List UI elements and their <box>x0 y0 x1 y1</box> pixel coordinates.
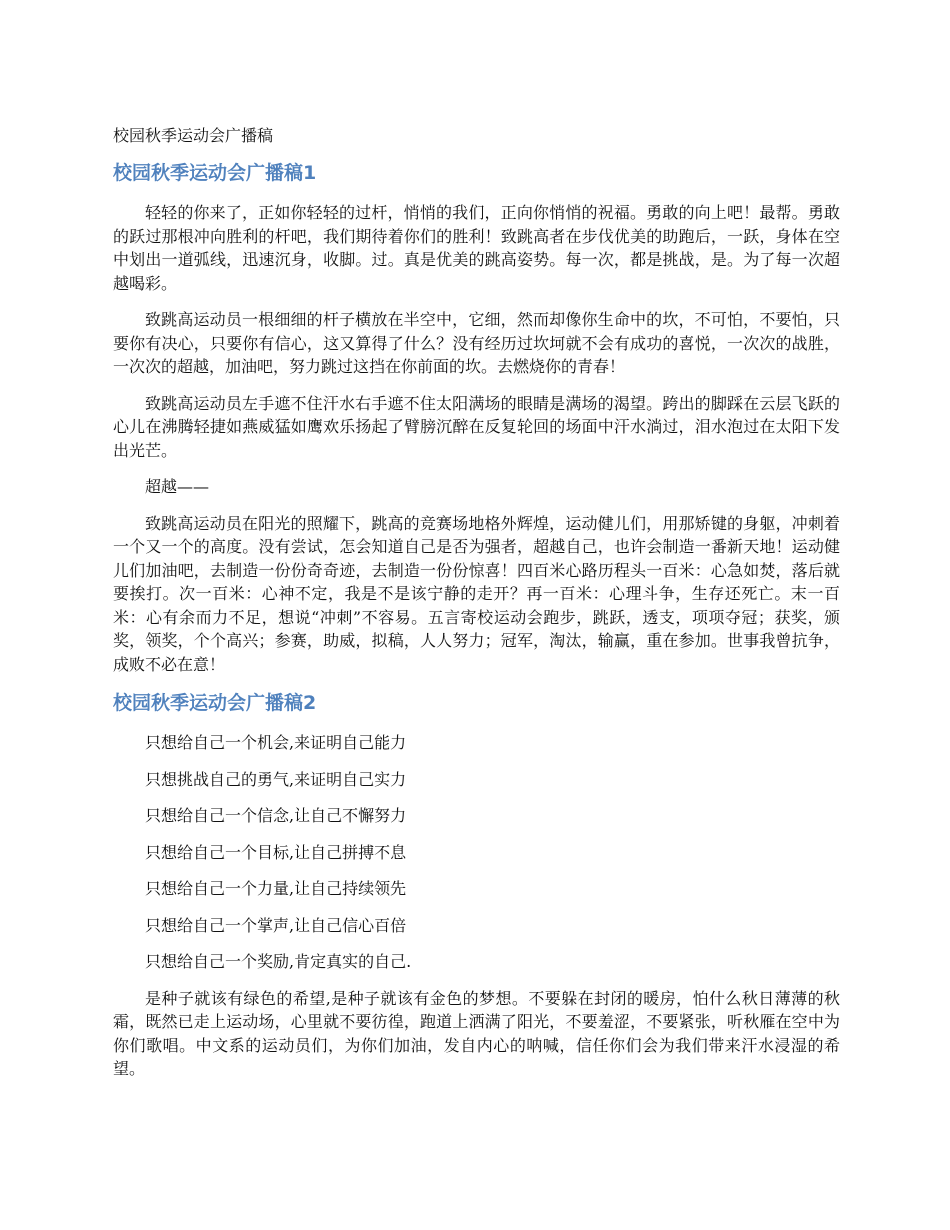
section-2-line-5: 只想给自己一个力量,让自己持续领先 <box>145 879 407 898</box>
document-page <box>113 123 840 1094</box>
section-1-paragraph-3: 致跳高运动员左手遮不住汗水右手遮不住太阳满场的眼睛是满场的渴望。跨出的脚踩在云层飞跃的心儿在沸腾轻捷如燕威猛如鹰欢乐扬起了臂膀沉醉在反复轮回的场面中汗水淌过，泪水泡过在太阳下发出光芒。 <box>113 393 840 460</box>
section-2-line-4: 只想给自己一个目标,让自己拼搏不息 <box>145 842 407 862</box>
document-title: 校园秋季运动会广播稿 <box>113 126 274 145</box>
section-heading-2: 校园秋季运动会广播稿2 <box>113 692 317 714</box>
section-1-paragraph-5: 致跳高运动员在阳光的照耀下，跳高的竞赛场地格外辉煌，运动健儿们，用那矫键的身躯，冲刺着一个又一个的高度。没有尝试，怎会知道自己是否为强者，超越自己，也许会制造一番新天地！运动健儿们加油吧，去制造一份份奇奇迹，去制造一份份惊喜！四百米心路历程头一百米：心急如焚，落后就要挨打。次一百米：心神不定，我是不是该宁静的走开？再一百米：心理斗争，生存还死亡。末一百米：心有余而力不足，想说“冲刺”不容易。五言寄校运动会跑步，跳跃，透支，项项夺冠；获奖，颁奖，领奖，个个高兴；参赛，助威，拟稿，人人努力；冠军，淘汰，输赢，重在参加。世事我曾抗争，成败不必在意！ <box>113 513 840 674</box>
section-2-line-1: 只想给自己一个机会,来证明自己能力 <box>145 733 407 752</box>
section-1-paragraph-1: 轻轻的你来了，正如你轻轻的过杆，悄悄的我们，正向你悄悄的祝福。勇敢的向上吧！最帮。勇敢的跃过那根冲向胜利的杆吧，我们期待着你们的胜利！致跳高者在步伐优美的助跑后，一跃，身体在空中划出一道弧线，迅速沉身，收脚。过。真是优美的跳高姿势。每一次，都是挑战，是。为了每一次超越喝彩。 <box>113 203 840 293</box>
section-2-line-6: 只想给自己一个掌声,让自己信心百倍 <box>145 915 407 935</box>
section-2-line-3: 只想给自己一个信念,让自己不懈努力 <box>145 806 407 825</box>
section-1-paragraph-2: 致跳高运动员一根细细的杆子横放在半空中，它细，然而却像你生命中的坎，不可怕，不要怕，只要你有决心，只要你有信心，这又算得了什么？没有经历过坎坷就不会有成功的喜悦，一次次的战胜，一次次的超越，加油吧，努力跳过这挡在你前面的坎。去燃烧你的青春！ <box>113 310 840 376</box>
section-2-paragraph-1: 是种子就该有绿色的希望,是种子就该有金色的梦想。不要躲在封闭的暖房，怕什么秋日薄薄的秋霜，既然已走上运动场，心里就不要彷徨，跑道上洒满了阳光，不要羞涩，不要紧张，听秋雁在空中为你们歌唱。中文系的运动员们，为你们加油，发自内心的呐喊，信任你们会为我们带来汗水浸湿的希望。 <box>113 988 840 1078</box>
section-2-line-7: 只想给自己一个奖励,肯定真实的自己. <box>145 952 412 971</box>
section-1-paragraph-4: 超越—— <box>145 477 210 496</box>
section-heading-1: 校园秋季运动会广播稿1 <box>113 162 317 184</box>
section-2-line-2: 只想挑战自己的勇气,来证明自己实力 <box>145 769 407 789</box>
